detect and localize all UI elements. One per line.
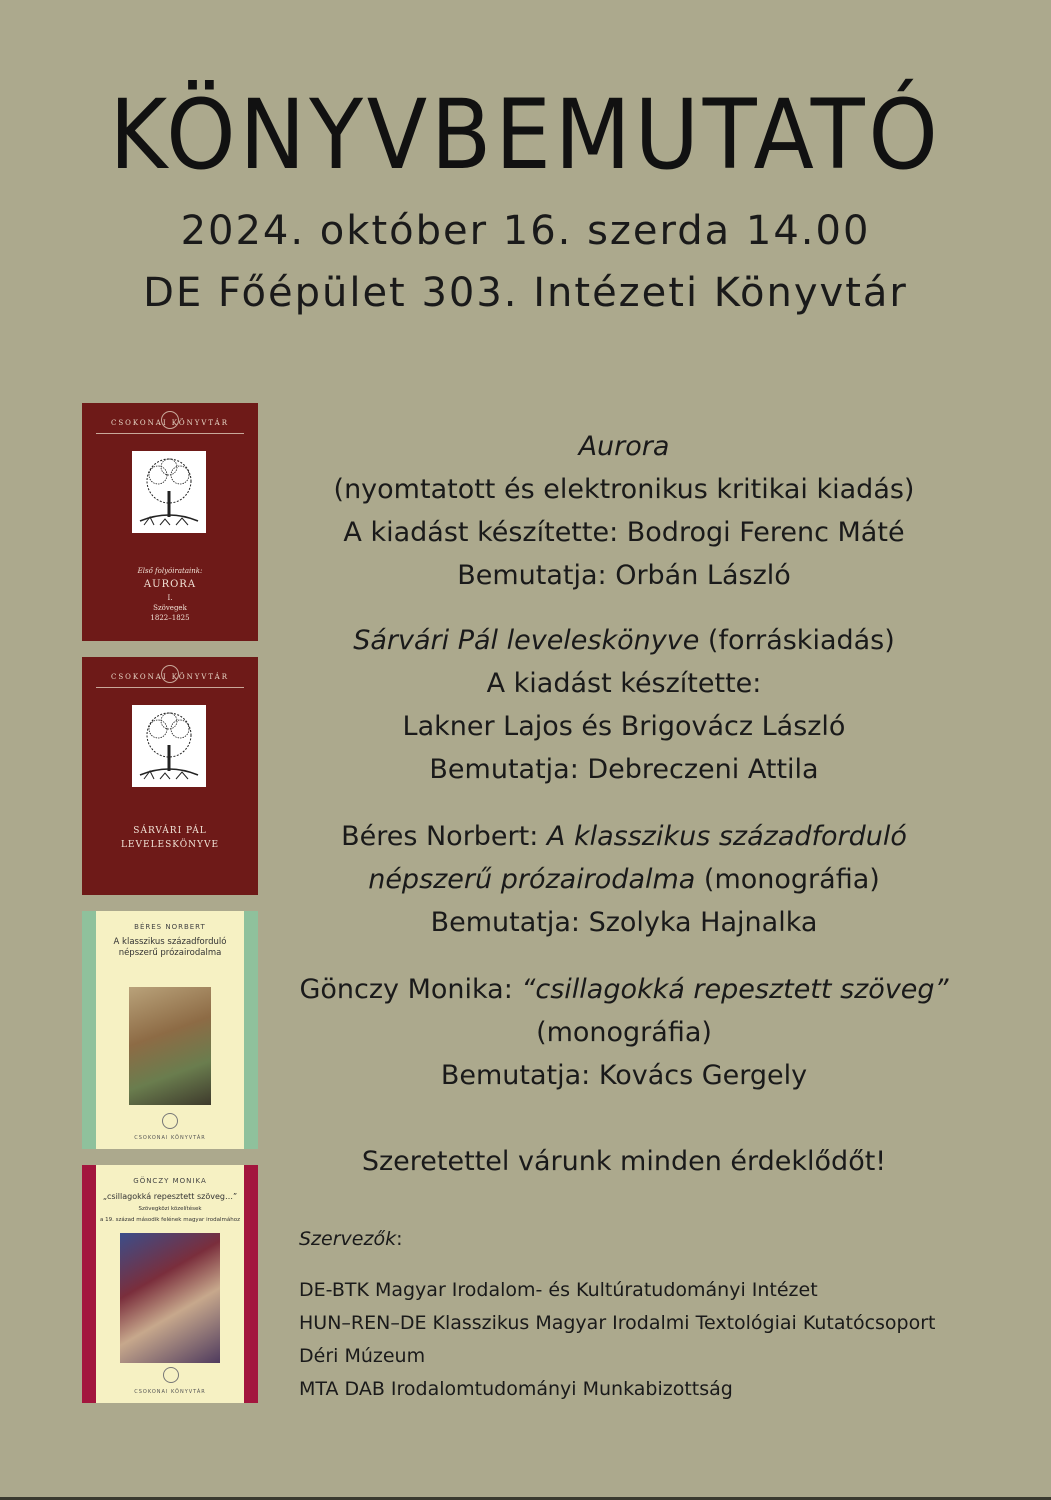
organizer-item: DE-BTK Magyar Irodalom- és Kultúratudományi Intézet [299, 1279, 818, 1301]
book-author: Gönczy Monika: [299, 974, 522, 1005]
cover-title-line1: SÁRVÁRI PÁL [133, 826, 207, 836]
book-title-line1: A klasszikus századforduló [546, 821, 907, 852]
book-cover-sarvari [82, 657, 258, 895]
cover-title-line3: a 19. század második felének magyar irodalmához [100, 1217, 240, 1223]
book-presenter: Bemutatja: Debreczeni Attila [429, 754, 819, 785]
cover-title-line2: népszerű prózairodalma [118, 948, 222, 958]
book-presenter: Bemutatja: Kovács Gergely [440, 1060, 808, 1091]
welcome-text: Szeretettel várunk minden érdeklődőt! [361, 1146, 887, 1177]
cover-series: CSOKONAI KÖNYVTÁR [134, 1389, 206, 1395]
book-author: Béres Norbert: [341, 821, 547, 852]
cover-panel [96, 911, 244, 1149]
cover-years: 1822–1825 [150, 614, 190, 622]
organizers-label-text: Szervezők [299, 1228, 397, 1250]
tree-illustration-icon [132, 451, 206, 533]
book-type: (monográfia) [536, 1017, 712, 1048]
book-editors: Lakner Lajos és Brigovácz László [402, 711, 846, 742]
event-location: DE Főépület 303. Intézeti Könyvtár [143, 270, 908, 316]
book-title: Sárvári Pál leveleskönyve [353, 625, 700, 656]
book-info-sarvari [288, 619, 960, 791]
tree-illustration-icon [132, 705, 206, 787]
book-info-aurora [288, 425, 960, 597]
organizer-item: MTA DAB Irodalomtudományi Munkabizottság [299, 1378, 733, 1400]
cover-title: AURORA [143, 579, 197, 590]
cover-author: GÖNCZY MONIKA [133, 1177, 207, 1185]
book-type: (monográfia) [695, 864, 880, 895]
cover-series: CSOKONAI KÖNYVTÁR [110, 673, 230, 681]
seal-icon [162, 1113, 178, 1129]
book-cover-gonczy [82, 1165, 258, 1403]
cover-rule [96, 433, 244, 434]
cover-title-line2: Szövegközi közelítések [138, 1206, 202, 1212]
cover-title [96, 1191, 244, 1224]
organizer-item: Déri Múzeum [299, 1345, 426, 1367]
cover-illustration [129, 987, 211, 1105]
cover-illustration [120, 1233, 220, 1363]
event-date: 2024. október 16. szerda 14.00 [180, 208, 871, 254]
book-cover-aurora [82, 403, 258, 641]
book-editor: A kiadást készítette: Bodrogi Ferenc Máté [343, 517, 905, 548]
cover-rule [96, 687, 244, 688]
book-edition: (nyomtatott és elektronikus kritikai kiadás) [333, 474, 915, 505]
cover-volume: I. [167, 594, 173, 602]
book-presenter: Bemutatja: Szolyka Hajnalka [430, 907, 818, 938]
book-title-line2: népszerű prózairodalma [368, 864, 696, 895]
organizers-label [299, 1228, 402, 1250]
organizer-item: HUN–REN–DE Klasszikus Magyar Irodalmi Textológiai Kutatócsoport [299, 1312, 936, 1334]
book-editor-label: A kiadást készítette: [486, 668, 762, 699]
cover-title-line1: A klasszikus századforduló [113, 937, 227, 947]
book-title: Aurora [578, 431, 670, 462]
cover-title-line1: „csillagokká repesztett szöveg…” [102, 1192, 238, 1201]
book-info-gonczy [288, 968, 960, 1097]
cover-series: CSOKONAI KÖNYVTÁR [110, 419, 230, 427]
organizers-list [299, 1274, 936, 1406]
cover-title [96, 937, 244, 959]
cover-title-line2: LEVELESKÖNYVE [120, 840, 220, 850]
cover-series: CSOKONAI KÖNYVTÁR [134, 1135, 206, 1141]
book-presenter: Bemutatja: Orbán László [457, 560, 791, 591]
page-title: KÖNYVBEMUTATÓ [109, 79, 942, 191]
organizers-label-colon: : [396, 1228, 403, 1250]
cover-panel [96, 1165, 244, 1403]
cover-subtitle: Szövegek [153, 604, 187, 612]
book-title: “csillagokká repesztett szöveg” [521, 974, 949, 1005]
book-cover-beres [82, 911, 258, 1149]
cover-pretitle: Első folyóirataink: [137, 567, 203, 575]
seal-icon [163, 1367, 179, 1383]
cover-author: BÉRES NORBERT [134, 923, 206, 931]
book-info-beres [288, 815, 960, 944]
book-type: (forráskiadás) [699, 625, 895, 656]
